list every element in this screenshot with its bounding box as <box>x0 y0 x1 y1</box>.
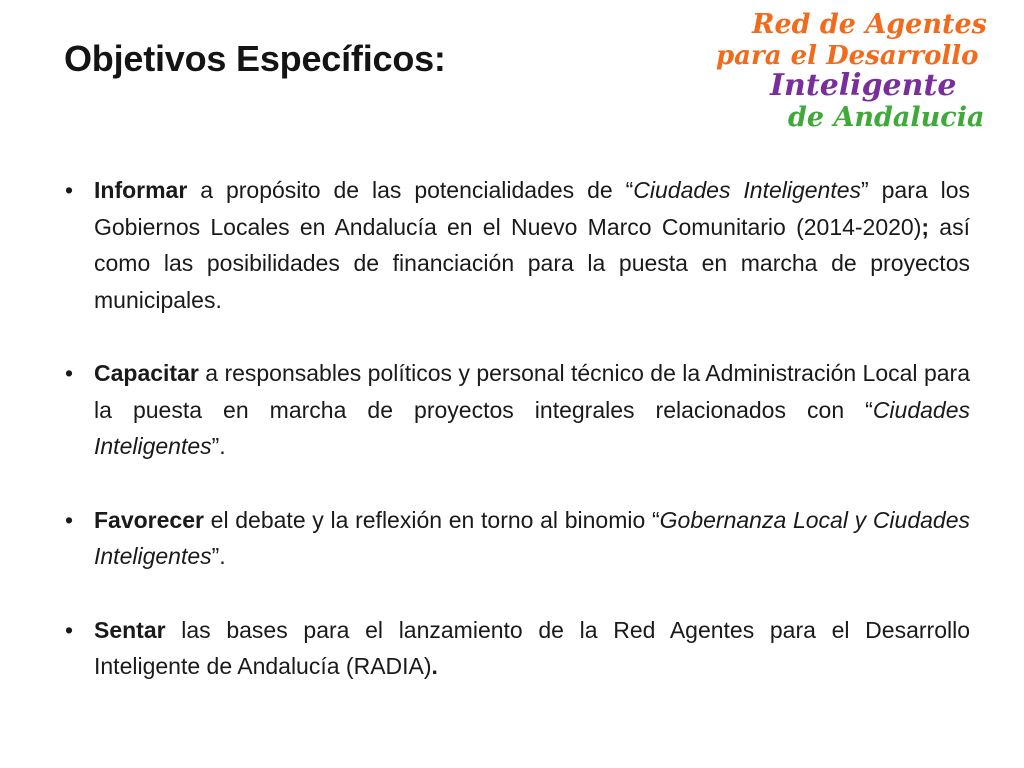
bullet-dot: • <box>64 360 74 386</box>
objective-sentar <box>62 612 970 685</box>
bullet-dot: • <box>64 616 74 643</box>
objective-italic: Gobernanza Local y Ciudades Inteligentes <box>94 506 971 569</box>
objective-text: ”. <box>211 543 226 569</box>
logo-line-4: de Andalucia <box>788 102 985 133</box>
objective-informar <box>62 172 970 318</box>
bullet-dot: • <box>64 177 74 203</box>
objective-text: las bases para el lanzamiento de la Red Agentes para el Desarrollo Inteligente de Andalucía (RADIA) <box>94 616 970 679</box>
slide-title: Objetivos Específicos: <box>64 38 446 79</box>
logo-line-1: Red de Agentes <box>752 9 987 40</box>
radia-logo <box>712 2 1012 134</box>
objective-keyword: Favorecer <box>94 506 204 533</box>
objective-text: ” para los Gobiernos Locales en Andalucía en el Nuevo Marco Comunitario (2014-2020) <box>94 177 970 240</box>
bullet-dot: • <box>64 506 74 533</box>
objective-text: así como las posibilidades de financiación para la puesta en marcha de proyectos municipales. <box>94 213 970 313</box>
objective-bold-mark: . <box>431 653 438 679</box>
objective-italic: Ciudades Inteligentes <box>94 396 970 459</box>
objective-keyword: Capacitar <box>94 360 199 386</box>
objective-text: a responsables políticos y personal técnico de la Administración Local para la puesta en marcha de proyectos integrales relacionados con “ <box>94 360 970 423</box>
logo-line-2: para el Desarrollo <box>716 41 979 71</box>
objective-keyword: Informar <box>94 177 188 203</box>
objective-text: a propósito de las potencialidades de “ <box>187 177 634 203</box>
objective-italic: Ciudades Inteligentes <box>633 177 862 203</box>
objective-bold-mark: ; <box>921 213 930 240</box>
objective-capacitar <box>62 355 970 465</box>
objectives-list <box>62 172 970 685</box>
objective-favorecer <box>62 502 970 575</box>
objective-keyword: Sentar <box>94 616 166 643</box>
logo-line-3: Inteligente <box>770 68 957 103</box>
objective-text: ”. <box>211 433 226 459</box>
objective-text: el debate y la reflexión en torno al binomio “ <box>203 506 660 533</box>
